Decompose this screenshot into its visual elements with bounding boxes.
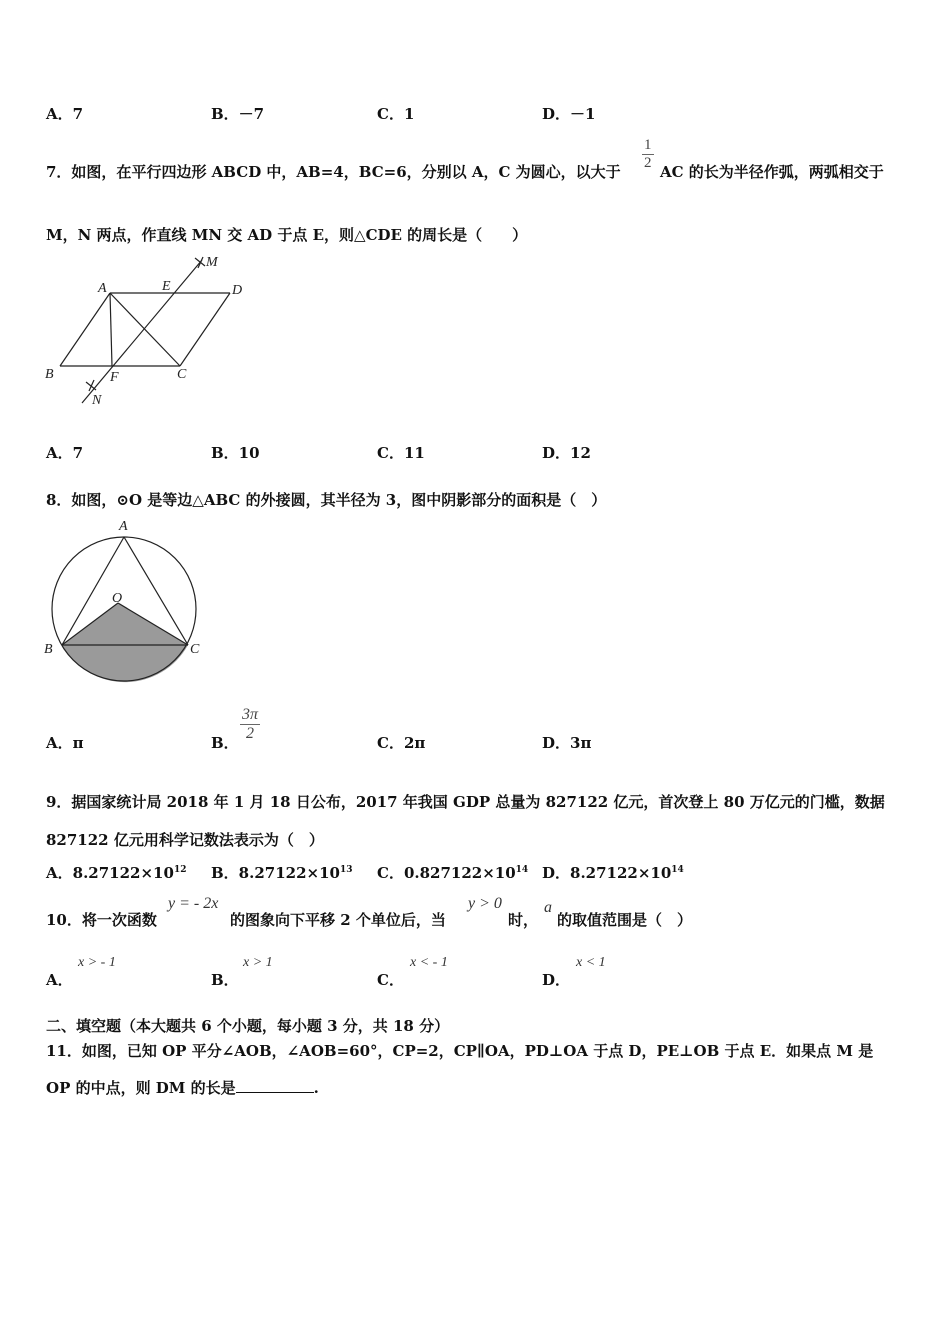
q8-option-b-prefix: B． bbox=[211, 734, 239, 752]
q10-math-variable: a bbox=[544, 899, 552, 916]
q10-option-b-label: B． bbox=[211, 971, 239, 989]
q9-option-a-label: A．8.27122×10 bbox=[46, 864, 174, 882]
q7-label-f: F bbox=[110, 370, 119, 385]
q9-option-d-exp: 14 bbox=[671, 865, 684, 875]
q6-option-d: D．－1 bbox=[542, 105, 596, 123]
q9-option-c-label: C．0.827122×10 bbox=[377, 864, 516, 882]
q7-label-a: A bbox=[98, 281, 107, 296]
q7-option-c: C．11 bbox=[377, 444, 425, 462]
q7-parallelogram-figure bbox=[40, 248, 260, 413]
q10-math-function: y = - 2x bbox=[168, 895, 219, 912]
q6-option-a: A．7 bbox=[46, 105, 84, 123]
q8-circle-figure bbox=[40, 515, 210, 690]
q7-option-a: A．7 bbox=[46, 444, 84, 462]
q7-label-e: E bbox=[162, 279, 171, 294]
q7-text-b: AC 的长为半径作弧，两弧相交于 bbox=[660, 163, 884, 181]
q9-option-b-label: B．8.27122×10 bbox=[211, 864, 340, 882]
q11-text-b-line bbox=[46, 1077, 319, 1098]
q9-option-b bbox=[211, 862, 353, 883]
q11-answer-blank[interactable] bbox=[236, 1080, 314, 1093]
q8-label-c: C bbox=[190, 642, 200, 657]
q10-part-2: 的图象向下平移 2 个单位后，当 bbox=[230, 911, 446, 929]
q10-option-d-math: x < 1 bbox=[576, 955, 606, 970]
q7-label-b: B bbox=[45, 367, 54, 382]
q8-option-b-fraction bbox=[240, 706, 260, 743]
q10-option-a-label: A． bbox=[46, 971, 73, 989]
q10-option-d-label: D． bbox=[542, 971, 571, 989]
q9-option-a bbox=[46, 862, 186, 883]
q10-part-3: 时， bbox=[508, 911, 539, 929]
q8-label-a: A bbox=[119, 519, 128, 534]
q10-part-4: 的取值范围是（ ） bbox=[557, 911, 693, 929]
q9-text-a: 9．据国家统计局 2018 年 1 月 18 日公布，2017 年我国 GDP 总量为 827122 亿元，首次登上 80 万亿元的门槛，数据 bbox=[46, 793, 885, 811]
q10-option-b-math: x > 1 bbox=[243, 955, 273, 970]
q8-option-d: D．3π bbox=[542, 734, 592, 752]
q7-label-d: D bbox=[232, 283, 243, 298]
q6-option-b: B．－7 bbox=[211, 105, 265, 123]
q7-label-n: N bbox=[92, 393, 102, 408]
q7-label-c: C bbox=[177, 367, 187, 382]
q8-option-a: A．π bbox=[46, 734, 84, 752]
q9-option-b-exp: 13 bbox=[339, 865, 353, 875]
q10-option-c-label: C． bbox=[377, 971, 404, 989]
q7-text-a: 7．如图，在平行四边形 ABCD 中，AB=4，BC=6，分别以 A，C 为圆心，以大于 bbox=[46, 163, 621, 181]
q9-option-c bbox=[377, 862, 528, 883]
q10-option-a-math: x > - 1 bbox=[78, 955, 116, 970]
q7-option-d: D．12 bbox=[542, 444, 591, 462]
q8-text: 8．如图，⊙O 是等边△ABC 的外接圆，其半径为 3，图中阴影部分的面积是（ ） bbox=[46, 491, 607, 509]
q8-option-b-num: 3π bbox=[242, 706, 259, 723]
q9-text-b: 827122 亿元用科学记数法表示为（ ） bbox=[46, 831, 324, 849]
q8-label-b: B bbox=[44, 642, 53, 657]
q8-option-c: C．2π bbox=[377, 734, 426, 752]
section-2-heading: 二、填空题（本大题共 6 个小题，每小题 3 分，共 18 分） bbox=[46, 1017, 450, 1035]
q9-option-d-label: D．8.27122×10 bbox=[542, 864, 672, 882]
q9-option-d bbox=[542, 862, 684, 883]
q10-math-condition: y > 0 bbox=[468, 895, 502, 912]
q6-option-c: C．1 bbox=[377, 105, 415, 123]
q7-fraction bbox=[642, 137, 654, 172]
q10-option-c-math: x < - 1 bbox=[410, 955, 448, 970]
q9-option-c-exp: 14 bbox=[515, 865, 529, 875]
q10-part-1: 10．将一次函数 bbox=[46, 911, 157, 929]
q8-option-b-den: 2 bbox=[246, 725, 254, 742]
q7-option-b: B．10 bbox=[211, 444, 260, 462]
q7-label-m: M bbox=[206, 255, 218, 270]
q11-text-end: . bbox=[313, 1079, 319, 1097]
q7-frac-den: 2 bbox=[644, 155, 652, 171]
q7-text-c: M，N 两点，作直线 MN 交 AD 于点 E，则△CDE 的周长是（ ） bbox=[46, 226, 528, 244]
q8-label-o: O bbox=[112, 591, 123, 606]
q11-text-a: 11．如图，已知 OP 平分∠AOB，∠AOB=60°，CP=2，CP∥OA，PD⊥OA 于点 D，PE⊥OB 于点 E．如果点 M 是 bbox=[46, 1042, 874, 1060]
q7-frac-num: 1 bbox=[644, 137, 652, 153]
q9-option-a-exp: 12 bbox=[173, 865, 187, 875]
q11-text-b: OP 的中点，则 DM 的长是 bbox=[46, 1079, 236, 1097]
